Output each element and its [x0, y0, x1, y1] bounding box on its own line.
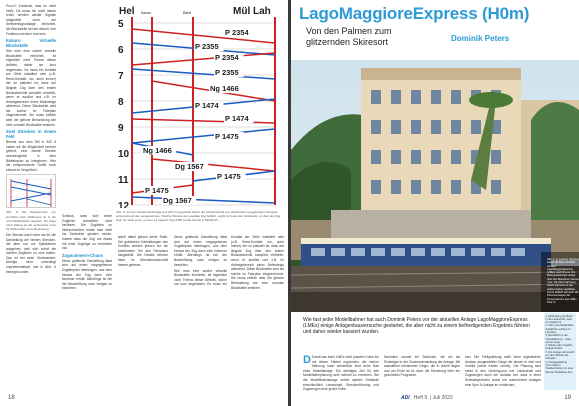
train-path-line [132, 197, 275, 203]
left-col1-text: Prozu? Zunächst, was es nicht heißt: Da muss ich nicht davon redet, werden wieder Signale aufgestellt noch am Stellwerksgrundlage einrichtet, die Blockstelle ist rein virtuell, ihre Funktion soll aber real sein. [6, 4, 56, 36]
hour-label: 8 [118, 97, 124, 108]
left-col2-text2: Diese grafische Darstellung lässt sich auf einen vorgegebenen Zugfahrplan übertragen, aus dem heraus der Zug dann eine Nummer erhält. Allerdings ist bei der Beschriftung noch einiges zu beachten. [62, 258, 112, 291]
right-column-3 [465, 355, 541, 395]
goals-list-box [544, 313, 576, 390]
footer-issue: Heft 9 [413, 395, 428, 401]
station-mullah-label: Mül Lah [233, 6, 271, 17]
left-col2-text: Schluss, dass sich keine Zuglinien schneiden oder berühren. Die Zuglinien zu überschneiden, wobei man nicht ins Schlechte geraten würde, zudem dass der Zug nur etwas mit einer Zugfolge zu verrichten hat. [62, 214, 112, 251]
right-column-1 [303, 355, 379, 395]
hour-label: 12 [118, 201, 130, 208]
left-folio: 18 [8, 395, 15, 401]
right-column-2 [384, 355, 460, 395]
left-col3b-text2: Wie man eine solche virtuelle Blockstelle einrichtet, ist eigentlich nicht Thema dieser Artikels, daher nur kurz angerissen. Es muss ein Kontakt am Gleis installiert sein (z.B. Reed-Kontakt, wo, auch immer) der so platziert ist, dass der längste Zug über den ersten Blockabschnitt komplett verbleibt, wenn er auslöst und z.B. im Anfangsbereich eines Bahnsteigs abbremst. Diese Blockstelle wird als solche im Fahrplan eingezeichnet. Sie muss zeitlich aber die gleiche Behandlung wie eine normale Blockstelle erfahren. [174, 235, 284, 290]
train-label: P 2354 [215, 53, 239, 62]
small-graph-caption: Abb. 5: Die Zweigstrecke von Großfeld nach Wallensee ist in die noch Bildfahrplan integriert. Für Züge nach Ebang ist die senkrechte Linie für Wallenstein ohne Bedeutung. [6, 210, 56, 232]
hour-label: 10 [118, 149, 130, 160]
footer-date: Juli 2023 [432, 395, 453, 401]
hour-label: 5 [118, 19, 124, 30]
goals-list-item: 4. Wieder gibt mögliche Gelegenheiten [545, 344, 573, 351]
photo-caption: Abb. 1: In Locarno Stazione startet die 60er 4/4 40D1 mit dem LagoMaggioreExpress (LMEx) nach Brunni. Die Bahngesellschaft verlegt über drei Maschinen dieses Typs. Die 60er Fahrzeug Ge4/4 stammen in den selben Farben rapidblau-creme lackiert wie auch die Personenwagen der Kompositionen des LMEx. Foto: D [547, 258, 579, 304]
train-label: P 1474 [195, 101, 219, 110]
left-column-3a [118, 235, 168, 395]
graph-caption: Abb. 6: Auf der Heidenstreifenlage aus ADI 5 angewandt fehlen die Streifenwertel von Heidenstein ausgehenden Strecken entsprechend den ausgedehnten. Welche Strecke der jeweilige Zug befährt, ergibt sich aus dem Endpunkt, an dem der Zug liegt. So steht jener, an dem es beginnt. Zug 2355 wurde bereits in Mühlkirch ... [116, 210, 281, 223]
right-folio: 19 [564, 395, 571, 401]
right-col1-text: Damit das beim LMEx nicht passiert, habe ich mir dieser Fakten ergründen, die meiner Meinung nach wesentlich sind beim Bau einer Modellanlage. Ein wichtiges Ziel für den Modellbahnplanung sehr schnell zu erreichen. Bei der Modellbahnanlage selbst spielen Gebäude einschließlich Landschaft, Streckenführung und Zugmengen eine große Rolle. [303, 355, 379, 392]
hour-label: 11 [118, 175, 129, 186]
goals-list-item: 1. Einbindung der Bahn in die Landschaft, dass es möglich ist [545, 314, 573, 325]
hour-label: 6 [118, 45, 124, 56]
drop-cap: D [303, 355, 311, 366]
left-col3b-text: Diese grafische Darstellung lässt sich auf einen vorgegebenen Zugfahrplan übertragen, aus dem heraus der Zug dann eine Nummer erhält. Allerdings ist bei der Beschriftung noch einiges zu beachten. [174, 235, 227, 267]
right-col3-text: ben. Die Fertigstellung stellt beim eigentlichen Ausbau ausgewählter Dinge die diesen in sich und Vorbild (siehe Karten rechts). Die Planung sind meist in den Vordergrund von Landschaft und Zugmengen auch der Ausbau bei, dass in einer Schmalspurbahn sowie mit ausreichend Anlagen eine Spur N-Anlage im nördlichen. [465, 355, 541, 387]
train-label: P 2354 [225, 28, 249, 37]
train-label: P 1475 [215, 132, 239, 141]
train-path-line [132, 129, 275, 143]
left-column-2 [62, 4, 112, 399]
left-col1-heading: Exkurs: Virtuelle Blockstelle [6, 38, 56, 49]
train-path-line [132, 69, 275, 79]
goals-list-item: 6. Fertiggestellung (Konmodul in Teilabschnitten) zu einer Zeit der Modellbau-Zeit [545, 360, 574, 374]
train-label: Ng 1466 [210, 84, 239, 93]
article-title: LagoMaggioreExpress (H0m) [299, 4, 530, 23]
article-subtitle: Von den Palmen zum glitzernden Skiresort [306, 26, 392, 47]
train-path-line [152, 159, 275, 171]
train-label: Dg 1567 [175, 162, 204, 171]
hour-label: 9 [118, 123, 124, 134]
left-col2-heading: Zugnummern-Chaos [62, 252, 103, 258]
station-photo [291, 60, 579, 312]
train-label: P 2355 [215, 68, 239, 77]
article-intro: Wie fast jeder Modellbahner hat auch Dominik Peters vor der aktuellen Anlage LagoMaggioreExpress (LMEx) einige Anlagenbauversuche gestartet, die aber nicht zu einem befriedigenden Ergebnis führten und daher wieder kassiert wurden. [303, 317, 530, 335]
train-label: Ng 1466 [143, 146, 172, 155]
station-hel-label: Hel [119, 6, 135, 17]
goals-list-item: 5. Die Anlage soll sowohl vor dem Betrieb wie Fahrplan [545, 350, 575, 361]
station-abzw-label: Abzw [141, 10, 151, 15]
left-col1-text3: Bereits aus dem Teil in ADI 8 haben wir die Möglichkeit kennen gelernt, eine zweite Strecke streckengleich in dem Bildfahrplan zu integrieren. Hier die entsprechende Grafik noch einmal im Vergrößert: [6, 140, 56, 172]
goals-list-item: 2. Sehr gute Möglichkeit Zugfahrten entlang zu betreiben [545, 324, 574, 334]
footer: ADI Heft 9 | Juli 2023 [401, 395, 453, 401]
left-column-3b [174, 235, 284, 395]
train-path-line [132, 53, 275, 65]
left-column-1 [6, 4, 56, 399]
left-page [0, 0, 288, 406]
left-col1-heading2: Zwei Strecken in einem Feld [6, 129, 56, 140]
left-col1-text2: Wie man eine solche virtuelle Blockstelle einrichtet, ist eigentlich nicht Thema dieser Artikels, daher nur kurz angerissen. Es muss ein Kontakt am Gleis installiert sein (z.B. Reed-Kontakt, wo, auch immer) der so platziert ist, dass der längste Zug über den ersten Blockabschnitt komplett verbleibt, wenn er auslöst und z.B. im Anfangsbereich eines Bahnsteigs abbremst. Diese Blockstelle wird als solche im Fahrplan eingezeichnet. Sie muss zeitlich aber die gleiche Behandlung wie eine normale Blockstelle erfahren. [6, 49, 56, 127]
train-label: P 1475 [217, 172, 241, 181]
hour-label: 7 [118, 71, 124, 82]
left-col1-text4: Die Strecke nach mehr als für die Darstellung der beiden Strecken, die aber nur vor Spitzkehren ausgehen, weil sich sonst die dichten Zuglinien zu sehr ballen. Das ist bei einer Gleiswendel-Abfolge nicht unbedingt unproblematisch, wie in Abb. 6 bezeigt worden. [6, 232, 56, 274]
bildfahrplan-graph [115, 3, 283, 208]
train-label: P 1475 [145, 186, 169, 195]
footer-logo: ADI [401, 395, 410, 401]
small-graph [6, 174, 56, 208]
right-page [291, 0, 579, 406]
station-bled-label: Bled [183, 10, 192, 15]
train-label: P 1474 [225, 114, 249, 123]
left-col3-text: spielt dabei jedoch keine Rolle. Die grafischen Darstellungen des Vorbilds werden jedoch nur die bestimmten Teil des Fahrplans dargestellt. Die Details werden dann im Streckenausschnitt besser gelesen. [118, 235, 168, 267]
train-label: Dg 1567 [163, 196, 192, 205]
right-col2-text: Nachdem kannte ich Stationen, die ich als Einsteiger in der Zusammenstellung der Anlage. Mit auswählen bestimmter Dinge, die in Arbeit liegen und am Ende ist es dann die Steuerung über ein gescheites Programm. [384, 355, 460, 378]
goals-list-item: 3. Betrieblich in der Überaltfahrung – Alles soll so lange [545, 334, 572, 344]
train-label: P 2355 [195, 42, 219, 51]
article-author: Dominik Peters [451, 34, 510, 43]
